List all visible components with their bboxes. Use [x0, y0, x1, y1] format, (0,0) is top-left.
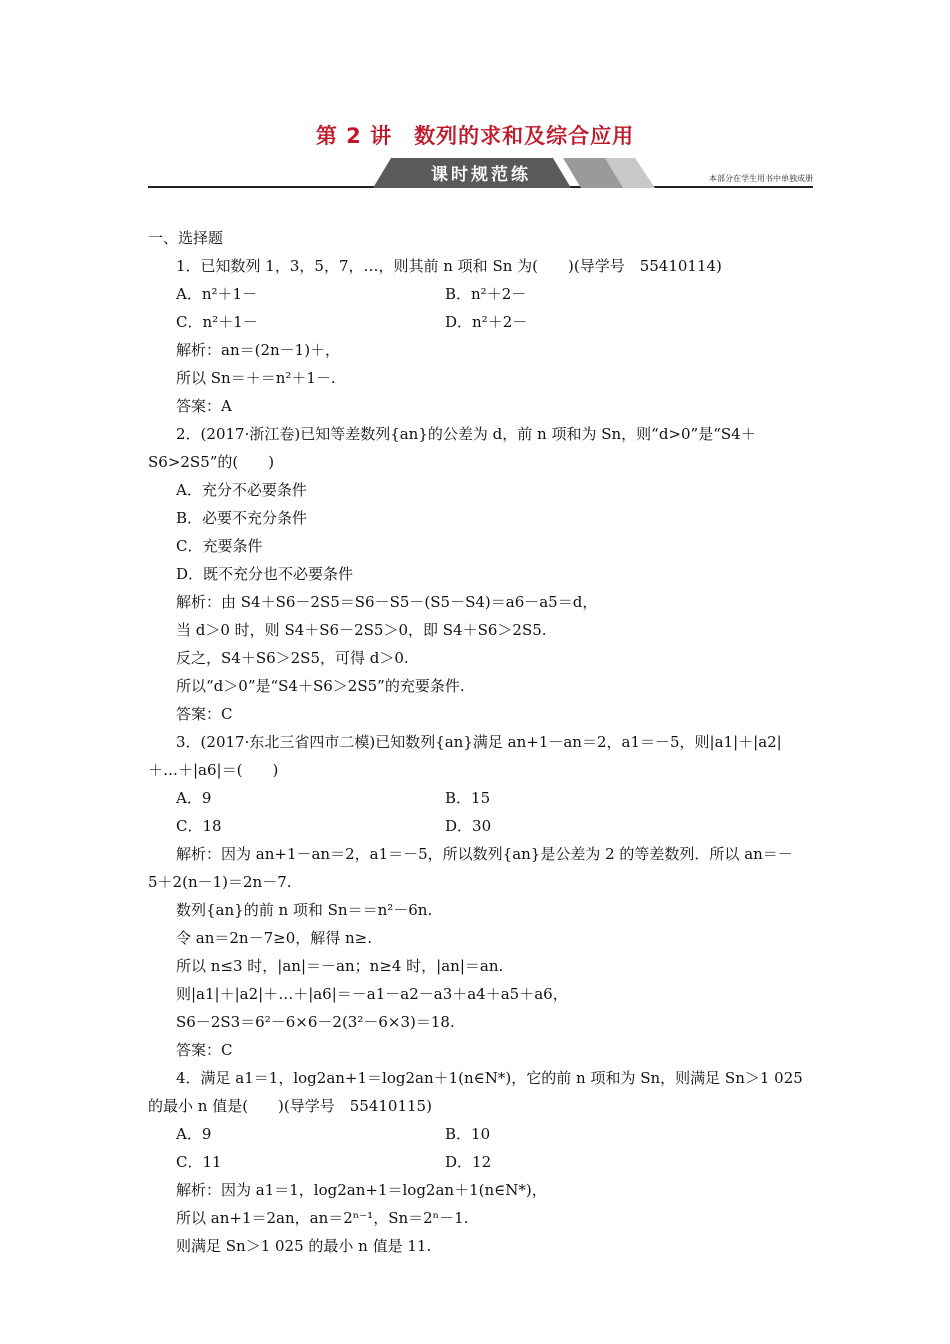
section-banner — [148, 156, 813, 190]
q4-option-a: A．9 — [176, 1125, 212, 1143]
q3-answer: 答案：C — [176, 1041, 233, 1059]
q2-option-a: A．充分不必要条件 — [176, 481, 307, 499]
q2-solution-line: 所以“d＞0”是“S4＋S6＞2S5”的充要条件. — [176, 677, 465, 695]
q1-solution-line: 解析：an＝(2n－1)＋， — [176, 341, 341, 359]
q3-solution-line: S6－2S3＝6²－6×6－2(3²－6×3)＝18. — [176, 1013, 455, 1031]
q3-solution-line: 5＋2(n－1)＝2n－7. — [148, 873, 292, 891]
q2-stem-line: 2．(2017·浙江卷)已知等差数列{an}的公差为 d，前 n 项和为 Sn，则“d>0”是“S4＋ — [176, 425, 756, 443]
q1-solution-line: 所以 Sn＝＋＝n²＋1－. — [176, 369, 336, 387]
q3-stem-line: ＋…＋|a6|＝( ) — [148, 761, 279, 779]
q3-solution-line: 所以 n≤3 时，|an|＝－an；n≥4 时，|an|＝an. — [176, 957, 504, 975]
q2-answer: 答案：C — [176, 705, 233, 723]
q3-solution-line: 令 an＝2n－7≥0，解得 n≥. — [176, 929, 372, 947]
q1-stem: 1．已知数列 1，3，5，7，…，则其前 n 项和 Sn 为( )(导学号 55410114) — [176, 257, 722, 275]
q3-option-d: D．30 — [445, 817, 492, 835]
q4-option-b: B．10 — [445, 1125, 491, 1143]
banner-label: 课时规范练 — [431, 165, 531, 185]
q2-solution-line: 解析：由 S4＋S6－2S5＝S6－S5－(S5－S4)＝a6－a5＝d， — [176, 593, 598, 611]
q3-option-a: A．9 — [176, 789, 212, 807]
q4-stem-line: 4．满足 a1＝1，log2an+1＝log2an＋1(n∈N*)，它的前 n 项和为 Sn，则满足 Sn＞1 025 — [176, 1069, 803, 1087]
q3-solution-line: 则|a1|＋|a2|＋…＋|a6|＝－a1－a2－a3＋a4＋a5＋a6， — [176, 985, 568, 1003]
q2-solution-line: 反之，S4＋S6＞2S5，可得 d＞0. — [176, 649, 409, 667]
q2-option-c: C．充要条件 — [176, 537, 263, 555]
q3-option-b: B．15 — [445, 789, 491, 807]
q4-option-c: C．11 — [176, 1153, 222, 1171]
q1-option-a: A．n²＋1－ — [176, 285, 258, 303]
q4-solution-line: 则满足 Sn＞1 025 的最小 n 值是 11. — [176, 1237, 432, 1255]
q1-option-c: C．n²＋1－ — [176, 313, 258, 331]
q4-option-d: D．12 — [445, 1153, 492, 1171]
q3-stem-line: 3．(2017·东北三省四市二模)已知数列{an}满足 an+1－an＝2，a1＝－5，则|a1|＋|a2| — [176, 733, 782, 751]
q3-solution-line: 解析：因为 an+1－an＝2，a1＝－5，所以数列{an}是公差为 2 的等差数列．所以 an＝－ — [176, 845, 793, 863]
q2-option-b: B．必要不充分条件 — [176, 509, 308, 527]
q4-stem-line: 的最小 n 值是( )(导学号 55410115) — [148, 1097, 432, 1115]
section-heading: 一、选择题 — [148, 229, 224, 247]
q1-answer: 答案：A — [176, 397, 232, 415]
q2-solution-line: 当 d＞0 时，则 S4＋S6－2S5＞0，即 S4＋S6＞2S5. — [176, 621, 547, 639]
banner-note: 本部分在学生用书中单独成册 — [709, 174, 813, 183]
q4-solution-line: 解析：因为 a1＝1，log2an+1＝log2an＋1(n∈N*)， — [176, 1181, 547, 1199]
page-title: 第 2 讲 数列的求和及综合应用 — [315, 124, 635, 148]
q2-stem-line: S6>2S5”的( ) — [148, 453, 275, 471]
q2-option-d: D．既不充分也不必要条件 — [176, 565, 354, 583]
q4-solution-line: 所以 an+1＝2an，an＝2ⁿ⁻¹，Sn＝2ⁿ－1. — [176, 1209, 469, 1227]
q3-solution-line: 数列{an}的前 n 项和 Sn＝＝n²－6n. — [176, 901, 433, 919]
q1-option-d: D．n²＋2－ — [445, 313, 528, 331]
q1-option-b: B．n²＋2－ — [445, 285, 527, 303]
q3-option-c: C．18 — [176, 817, 222, 835]
